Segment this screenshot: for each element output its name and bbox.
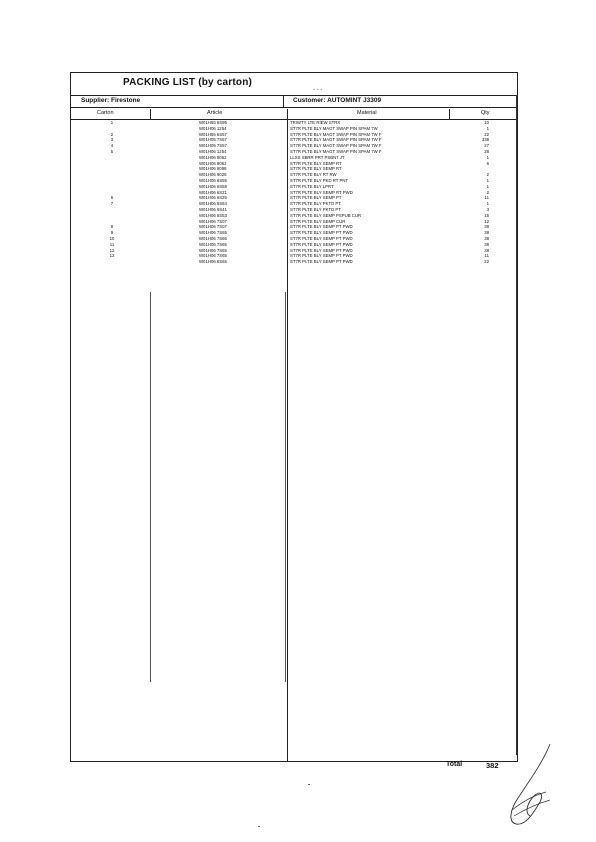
scan-speck	[308, 784, 310, 785]
customer-label: Customer: AUTOMINT J3309	[293, 97, 382, 104]
cell-article: W01H06 6S58	[199, 183, 227, 189]
cell-material: ST7R PLTE BLY SEMP RT	[290, 160, 342, 166]
cell-carton: 11	[109, 241, 115, 247]
cell-carton: 9	[110, 230, 114, 236]
cell-article: W01H06 7S07	[199, 218, 227, 224]
cell-qty: 1	[486, 201, 489, 207]
cell-material: ST7R PLTE BLY PKTD PT	[290, 201, 341, 207]
cell-qty: 1	[486, 177, 489, 183]
cell-qty: 3	[486, 206, 489, 212]
cell-article: W01H55 6S57	[199, 131, 227, 137]
cell-qty: 28	[484, 148, 489, 154]
cell-article: W01H06 7S66	[199, 235, 227, 241]
cell-carton: 5	[110, 148, 114, 154]
cell-qty: 6	[486, 160, 489, 166]
cell-article: W01H06 9062	[199, 154, 227, 160]
cell-carton: 8	[110, 224, 114, 230]
cell-qty: 38	[484, 241, 489, 247]
cell-carton: 1	[110, 120, 114, 125]
cell-article: W01H06 7S65	[199, 241, 227, 247]
cell-material: ST7R PLTE BLY SEMP PT PWD	[290, 235, 353, 241]
title-row	[71, 73, 517, 96]
packing-list-frame	[70, 72, 518, 762]
scan-line	[150, 292, 151, 682]
cell-qty: 38	[484, 247, 489, 253]
cell-material: ST7R PLTE BLY MAGT SWAP PIN SPAM 7W F	[290, 143, 382, 149]
cell-article: W01H06 7S65	[199, 230, 227, 236]
total-label: Total	[446, 761, 463, 768]
cell-carton: 12	[109, 247, 115, 253]
cell-article: W01H06 6S41	[199, 206, 227, 212]
signature	[500, 740, 560, 830]
cell-qty: 11	[484, 253, 489, 259]
cell-qty: 38	[484, 235, 489, 241]
cell-article: W01H06 1254	[199, 148, 227, 154]
cell-article: W01H06 6S25	[199, 195, 227, 201]
party-divider	[283, 95, 284, 107]
cell-article: W01H06 6S53	[199, 212, 227, 218]
cell-carton: 7	[110, 201, 114, 207]
cell-material: ST7R PLTE BLY RT RW	[290, 172, 337, 178]
party-row	[71, 95, 517, 108]
cell-material: ST7R PLTE BLY LPRT	[290, 183, 334, 189]
cell-material: ST7R PLTE BLY MAGT SWAP PIN SPAM 7W F	[290, 148, 382, 154]
table-body	[71, 120, 517, 265]
cell-qty: 2	[486, 189, 489, 195]
header-carton: Carton	[97, 110, 114, 116]
cell-article: W01H06 6S21	[199, 189, 227, 195]
cell-qty: 1	[486, 183, 489, 189]
page-edge-line	[516, 95, 517, 755]
cell-carton: 13	[109, 253, 115, 259]
table-header	[71, 109, 517, 120]
cell-material: ST7R PLTE BLY MAGT SWAP PIN SPAM 7W F	[290, 131, 382, 137]
cell-material: LLXS SBRR PRT PSBN7 JT	[290, 154, 345, 160]
cell-material: ST7R PLTE BLY SEMP PSPUB CUR	[290, 212, 362, 218]
header-qty: Qty	[481, 110, 490, 116]
document-title: PACKING LIST (by carton)	[123, 77, 253, 88]
cell-article: W01H06 9098	[199, 166, 227, 172]
cell-article: W01H06 6S55	[199, 177, 227, 183]
cell-qty: 1	[486, 154, 489, 160]
cell-qty: 338	[481, 137, 489, 143]
cell-qty: 27	[484, 143, 489, 149]
cell-qty: 38	[484, 230, 489, 236]
title-mark: - - -	[313, 87, 323, 93]
cell-article: W01H06 1254	[199, 125, 227, 131]
scan-line	[285, 292, 286, 682]
cell-material: ST7R PLTE BLY MAGT SWAP PIN SPAM 7W F	[290, 137, 382, 143]
scan-speck	[258, 826, 260, 827]
cell-article: W01H55 6S95	[199, 120, 227, 125]
cell-article: W01H05 7S57	[199, 143, 227, 149]
cell-material: TRIWTY LTE RIEW STRX	[290, 120, 341, 125]
cell-material: ST7R PLTE BLY SEMP PT PWD	[290, 230, 353, 236]
cell-carton: 6	[110, 195, 114, 201]
cell-carton: 3	[110, 137, 114, 143]
cell-article: W01H06 9026	[199, 172, 227, 178]
cell-qty: 10	[484, 120, 489, 125]
cell-material: ST7R PLTE BLY SEMP PT PWD	[290, 247, 353, 253]
cell-material: ST7R PLTE BLY SEMP PT PWD	[290, 253, 353, 259]
cell-material: ST7R PLTE BLY SEMP RT PWD	[290, 189, 353, 195]
cell-qty: 22	[484, 131, 489, 137]
total-value: 382	[486, 761, 499, 770]
cell-material: ST7R PLTE BLY SEMP PT	[290, 195, 342, 201]
header-article: Article	[207, 110, 223, 116]
column-divider	[449, 109, 450, 119]
cell-qty: 1	[486, 125, 489, 131]
cell-carton: 10	[109, 235, 115, 241]
cell-material: ST7R PLTE BLY PKD RT PNT	[290, 177, 349, 183]
cell-article: W01H06 6S65	[199, 259, 227, 265]
cell-carton: 2	[110, 131, 114, 137]
cell-article: W01H06 7S65	[199, 253, 227, 259]
cell-material: ST7R PLTE BLY SEMP RT	[290, 166, 342, 172]
cell-material: ST7R PLTE BLY SEMP PT PWD	[290, 259, 353, 265]
cell-article: W01H06 6S64	[199, 201, 227, 207]
cell-qty: 12	[484, 218, 489, 224]
cell-qty: 22	[484, 259, 489, 265]
cell-article: W01H06 7S07	[199, 224, 227, 230]
cell-material: ST7R PLTE BLY SEMP CUR	[290, 218, 346, 224]
supplier-label: Supplier: Firestone	[81, 97, 141, 104]
table-row	[71, 259, 517, 265]
column-divider	[150, 109, 151, 119]
cell-qty: 11	[484, 195, 489, 201]
cell-article: W01H06 7S65	[199, 247, 227, 253]
cell-qty: 2	[486, 172, 489, 178]
cell-carton: 4	[110, 143, 114, 149]
header-material: Material	[357, 110, 377, 116]
cell-material: ST7R PLTE BLY MAGT SWAP PIN SPAM 7W	[290, 125, 378, 131]
cell-article: W01H05 7S57	[199, 137, 227, 143]
cell-article: W01H06 9062	[199, 160, 227, 166]
cell-material: ST7R PLTE BLY SEMP PT PWD	[290, 224, 353, 230]
cell-qty: 15	[484, 212, 489, 218]
cell-qty: 38	[484, 224, 489, 230]
cell-material: ST7R PLTE BLY PKTD PT	[290, 206, 341, 212]
cell-material: ST7R PLTE BLY SEMP PT PWD	[290, 241, 353, 247]
